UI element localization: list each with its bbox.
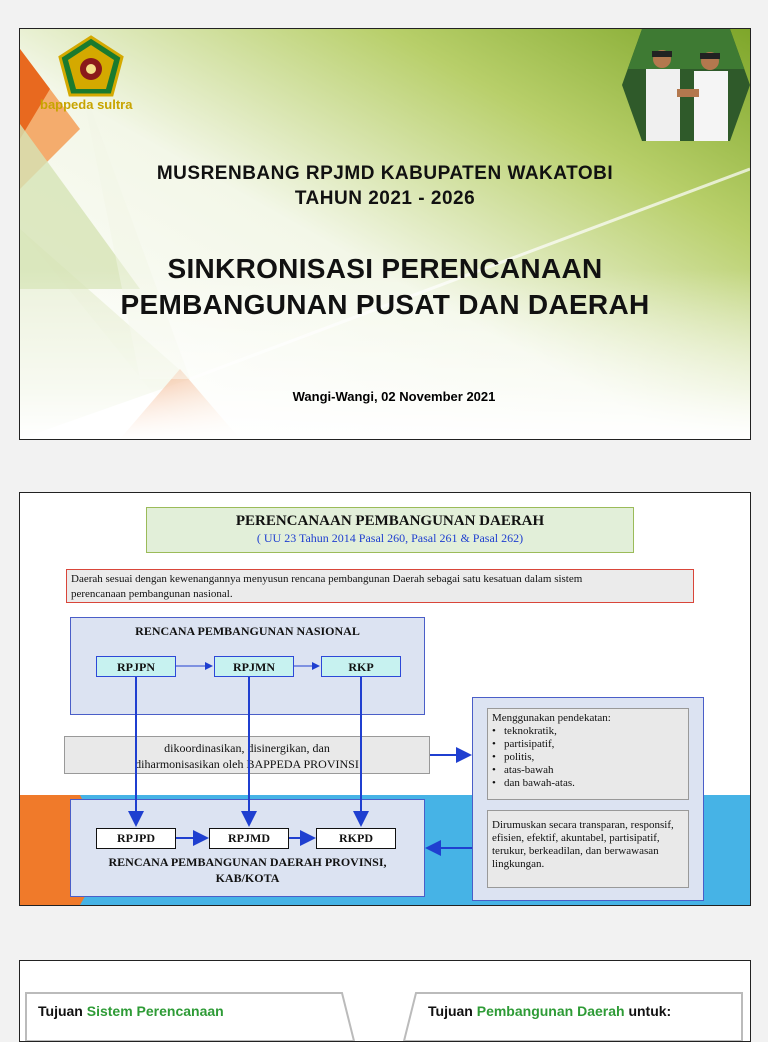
heading-highlight: Sistem Perencanaan [86,1003,224,1019]
intro-text [66,569,694,603]
approach-box [487,708,689,800]
approach-title: Menggunakan pendekatan: [492,712,611,724]
approach-item: • atas-bawah [504,764,684,777]
main-title-line2: PEMBANGUNAN PUSAT DAN DAERAH [120,289,650,320]
heading-text: Tujuan [38,1003,87,1019]
approach-item: • teknokratik, [504,725,684,738]
development-objective-heading [428,1003,671,1019]
slide-header [146,507,634,553]
objectives-slide [19,960,751,1042]
rkpd-node: RKPD [316,828,396,849]
rkp-node: RKP [321,656,401,677]
event-title-line2: TAHUN 2021 - 2026 [294,188,476,209]
coordination-line2: diharmonisasikan oleh BAPPEDA PROVINSI [135,757,359,771]
event-title [20,161,750,211]
planning-objective-heading [38,1003,224,1019]
event-date: Wangi-Wangi, 02 November 2021 [292,389,496,404]
heading-highlight: Pembangunan Daerah [476,1003,625,1019]
event-title-line1: MUSRENBANG RPJMD KABUPATEN WAKATOBI [156,163,614,184]
slide-header-subtitle: ( UU 23 Tahun 2014 Pasal 260, Pasal 261 & Pasal 262) [256,531,524,545]
rpjmn-node: RPJMN [214,656,294,677]
rpjpn-node: RPJPN [96,656,176,677]
rpjpd-node: RPJPD [96,828,176,849]
approach-item: • dan bawah-atas. [504,777,684,790]
heading-text: Tujuan [428,1003,477,1019]
officials-photo [622,29,750,141]
main-title [20,251,750,323]
approach-panel [472,697,704,901]
principles-box: Dirumuskan secara transparan, responsif, efisien, efektif, akuntabel, partisipatif, terukur, berkeadilan, dan berwawasan lingkungan. [487,810,689,888]
regional-plan-title-line1: RENCANA PEMBANGUNAN DAERAH PROVINSI, [108,855,387,869]
intro-line1: Daerah sesuai dengan kewenangannya menyusun rencana pembangunan Daerah sebagai satu kesatuan dalam sistem [71,573,583,585]
logo-text: bappeda sultra [40,97,133,112]
title-slide [19,28,751,440]
main-title-line1: SINKRONISASI PERENCANAAN [167,253,603,284]
approach-item: • partisipatif, [504,738,684,751]
approach-list [492,725,684,790]
rpjmd-node: RPJMD [209,828,289,849]
approach-item: • politis, [504,751,684,764]
national-plan-title: RENCANA PEMBANGUNAN NASIONAL [135,624,360,638]
planning-slide [19,492,751,906]
regional-plan-title [71,854,424,886]
bappeda-logo-icon [56,35,126,99]
heading-text: untuk: [624,1003,672,1019]
intro-line2: perencanaan pembangunan nasional. [71,588,233,600]
slide-header-title: PERENCANAAN PEMBANGUNAN DAERAH [235,513,545,529]
coordination-box [64,736,430,774]
regional-plan-title-line2: KAB/KOTA [215,871,280,885]
coordination-line1: dikoordinasikan, disinergikan, dan [164,741,330,755]
objectives-frames [20,961,750,1041]
